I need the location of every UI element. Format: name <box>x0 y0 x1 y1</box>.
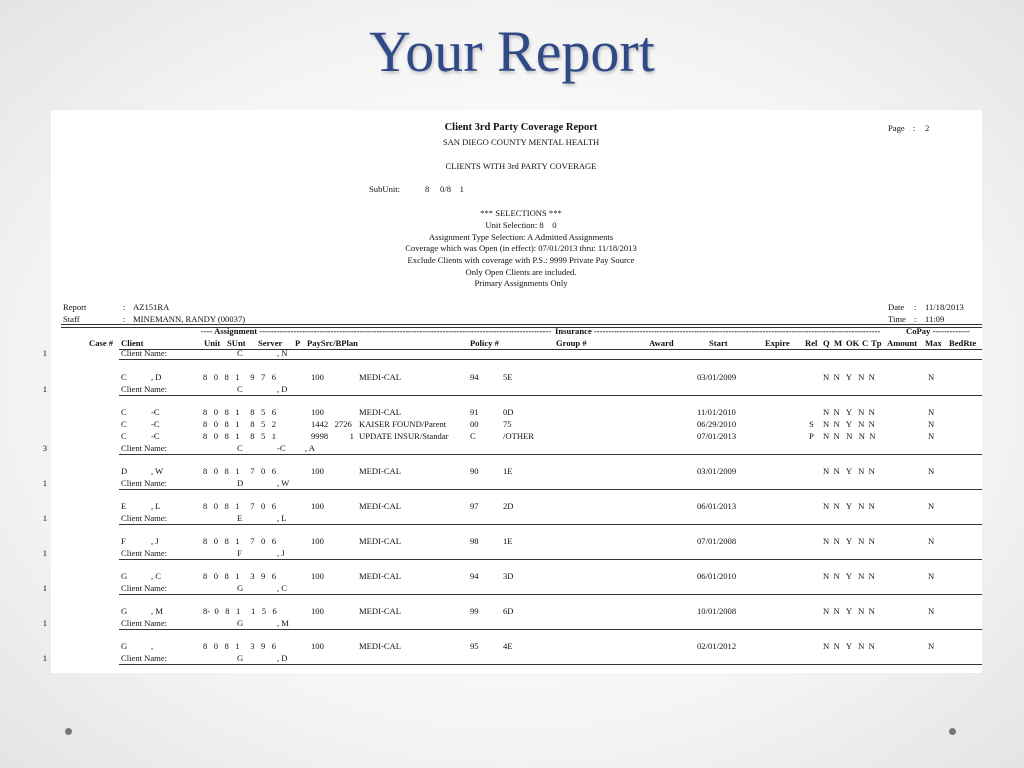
date-value: 11/18/2013 <box>925 302 964 312</box>
row-paysrc-code: 100 <box>311 536 324 546</box>
row-group: 75 <box>503 419 512 429</box>
row-pay-plan: KAISER FOUND/Parent <box>359 419 447 429</box>
client-name-client: C <box>237 443 243 453</box>
client-name-value: , M <box>277 618 289 628</box>
slide-title: Your Report <box>369 19 655 84</box>
row-max: N <box>928 501 935 511</box>
client-name-count: 1 <box>42 548 47 558</box>
row-paysrc-code: 100 <box>311 606 324 616</box>
row-flags: N N Y N N <box>823 536 875 546</box>
report-id-label: Report <box>63 302 87 312</box>
row-client-name: -C <box>151 431 160 441</box>
row-paysrc-code: 100 <box>311 571 324 581</box>
row-flags: N N Y N N <box>823 501 875 511</box>
column-header: Expire <box>765 338 790 348</box>
row-policy: 95 <box>470 641 479 651</box>
row-group: 6D <box>503 606 514 616</box>
record-rule <box>119 489 982 490</box>
row-client: C <box>121 431 127 441</box>
report-body <box>42 110 982 673</box>
row-client-name: , J <box>151 536 159 546</box>
report-page <box>42 110 982 673</box>
row-rel: S <box>809 419 814 429</box>
row-assignment-codes: 8 0 8 1 3 9 6 <box>203 571 277 581</box>
client-name-value: , W <box>277 478 290 488</box>
row-group: /OTHER <box>503 431 535 441</box>
client-name-client: C <box>237 384 243 394</box>
column-header: PaySrc/BPlan <box>307 338 358 348</box>
row-assignment-codes: 8 0 8 1 7 0 6 <box>203 536 277 546</box>
record-rule <box>119 664 982 665</box>
column-header: Case # <box>89 338 114 348</box>
group-insurance: Insurance ---------------------------------------------------------------------------------------------------- <box>555 326 881 336</box>
client-name-value: , C <box>277 583 288 593</box>
report-id-sep: : <box>123 302 126 312</box>
client-name-label: Client Name: <box>121 348 168 358</box>
selection-line: Unit Selection: 8 0 <box>485 220 557 230</box>
row-group: 0D <box>503 407 514 417</box>
row-pay-plan: MEDI-CAL <box>359 466 402 476</box>
client-name-count: 1 <box>42 653 47 663</box>
row-flags: N N Y N N <box>823 606 875 616</box>
slide-bullet-left <box>65 728 72 735</box>
client-name-client: G <box>237 618 244 628</box>
record-rule <box>119 454 982 455</box>
page-sep: : <box>913 123 916 133</box>
subunit-value: 8 0/8 1 <box>425 184 464 194</box>
column-header: Client <box>121 338 144 348</box>
row-client-name: -C <box>151 407 160 417</box>
row-max: N <box>928 606 935 616</box>
client-name-client: G <box>237 583 244 593</box>
column-header: Server <box>258 338 283 348</box>
client-name-value: , L <box>277 513 287 523</box>
row-client-name: , W <box>151 466 164 476</box>
column-header: BedRte <box>949 338 977 348</box>
row-policy: 99 <box>470 606 479 616</box>
client-name-value: , D <box>277 653 288 663</box>
row-start: 06/01/2010 <box>697 571 737 581</box>
row-pay-plan: MEDI-CAL <box>359 641 402 651</box>
row-group: 1E <box>503 536 513 546</box>
staff-label: Staff <box>63 314 80 324</box>
row-flags: N N Y N N <box>823 407 875 417</box>
row-paysrc-code: 100 <box>311 407 324 417</box>
record-rule <box>119 524 982 525</box>
row-policy: 94 <box>470 372 479 382</box>
row-paysrc-code: 100 <box>311 501 324 511</box>
column-header: Start <box>709 338 728 348</box>
row-flags: N N Y N N <box>823 641 875 651</box>
row-start: 11/01/2010 <box>697 407 736 417</box>
row-paysrc-code: 1442 2726 <box>311 419 352 429</box>
row-client-name: , L <box>151 501 161 511</box>
row-start: 07/01/2013 <box>697 431 737 441</box>
client-name-client: G <box>237 653 244 663</box>
client-name-label: Client Name: <box>121 583 168 593</box>
record-rule <box>119 359 982 360</box>
client-name-count: 1 <box>42 583 47 593</box>
column-header: Group # <box>556 338 587 348</box>
selection-line: Assignment Type Selection: A Admitted Assignments <box>428 232 614 242</box>
row-group: 1E <box>503 466 513 476</box>
row-policy: 94 <box>470 571 479 581</box>
selection-line: Coverage which was Open (in effect): 07/01/2013 thru: 11/18/2013 <box>405 243 637 253</box>
row-client: D <box>121 466 128 476</box>
client-name-label: Client Name: <box>121 384 168 394</box>
row-assignment-codes: 8 0 8 1 3 9 6 <box>203 641 277 651</box>
row-start: 06/29/2010 <box>697 419 737 429</box>
client-name-client: D <box>237 478 244 488</box>
row-pay-plan: MEDI-CAL <box>359 372 402 382</box>
row-max: N <box>928 407 935 417</box>
client-name-count: 1 <box>42 384 47 394</box>
client-name-client: C <box>237 348 243 358</box>
row-client: F <box>121 536 126 546</box>
client-name-label: Client Name: <box>121 443 168 453</box>
row-client: C <box>121 419 127 429</box>
row-pay-plan: MEDI-CAL <box>359 536 402 546</box>
staff-value: MINEMANN, RANDY (00037) <box>133 314 246 324</box>
row-client: E <box>121 501 127 511</box>
client-name-value: , N <box>277 348 288 358</box>
time-value: 11:09 <box>925 314 945 324</box>
row-group: 2D <box>503 501 514 511</box>
client-name-value: -C , A <box>277 443 315 453</box>
column-header: Max <box>925 338 942 348</box>
report-title: Client 3rd Party Coverage Report <box>444 122 598 133</box>
client-name-count: 1 <box>42 513 47 523</box>
time-sep: : <box>914 314 917 324</box>
column-header: M <box>834 338 843 348</box>
row-start: 10/01/2008 <box>697 606 737 616</box>
row-policy: 91 <box>470 407 479 417</box>
record-rule <box>119 395 982 396</box>
column-header: Award <box>649 338 674 348</box>
row-rel: P <box>809 431 814 441</box>
row-paysrc-code: 100 <box>311 466 324 476</box>
row-start: 02/01/2012 <box>697 641 737 651</box>
group-assignment: ---- Assignment ------------------------------------------------------------------------------------------------------ <box>201 326 552 336</box>
client-name-label: Client Name: <box>121 513 168 523</box>
row-max: N <box>928 641 935 651</box>
client-name-value: , J <box>277 548 285 558</box>
column-header: Q <box>823 338 830 348</box>
client-name-label: Client Name: <box>121 478 168 488</box>
row-client: G <box>121 571 128 581</box>
client-name-client: E <box>237 513 243 523</box>
row-policy: C <box>470 431 476 441</box>
column-header: Unit <box>204 338 221 348</box>
row-pay-plan: UPDATE INSUR/Standar <box>359 431 449 441</box>
row-group: 3D <box>503 571 514 581</box>
record-rule <box>119 629 982 630</box>
column-header: SUnt <box>227 338 246 348</box>
row-max: N <box>928 431 935 441</box>
client-name-count: 1 <box>42 478 47 488</box>
client-name-count: 3 <box>42 443 47 453</box>
row-assignment-codes: 8 0 8 1 9 7 6 <box>203 372 277 382</box>
row-start: 07/01/2008 <box>697 536 737 546</box>
row-start: 06/01/2013 <box>697 501 737 511</box>
row-policy: 90 <box>470 466 479 476</box>
row-assignment-codes: 8 0 8 1 8 5 6 <box>203 407 277 417</box>
column-header: Tp <box>871 338 882 348</box>
row-client-name: , <box>151 641 154 651</box>
row-flags: N N Y N N <box>823 372 875 382</box>
client-name-label: Client Name: <box>121 653 168 663</box>
column-header: P <box>295 338 301 348</box>
page-label: Page <box>888 123 905 133</box>
selections-header: *** SELECTIONS *** <box>480 208 562 218</box>
row-client-name: -C <box>151 419 160 429</box>
row-flags: N N N N N <box>823 431 876 441</box>
row-max: N <box>928 372 935 382</box>
row-assignment-codes: 8 0 8 1 8 5 2 <box>203 419 277 429</box>
row-pay-plan: MEDI-CAL <box>359 501 402 511</box>
row-start: 03/01/2009 <box>697 466 737 476</box>
time-label: Time <box>888 314 906 324</box>
row-client-name: , C <box>151 571 162 581</box>
selection-line: Exclude Clients with coverage with P.S.: 9999 Private Pay Source <box>407 255 635 265</box>
row-assignment-codes: 8 0 8 1 8 5 1 <box>203 431 277 441</box>
client-name-client: F <box>237 548 242 558</box>
row-max: N <box>928 536 935 546</box>
client-name-count: 1 <box>42 618 47 628</box>
row-max: N <box>928 419 935 429</box>
row-flags: N N Y N N <box>823 571 875 581</box>
row-assignment-codes: 8 0 8 1 7 0 6 <box>203 501 277 511</box>
column-header: Policy # <box>470 338 499 348</box>
row-paysrc-code: 100 <box>311 372 324 382</box>
staff-sep: : <box>123 314 126 324</box>
row-policy: 97 <box>470 501 479 511</box>
row-client: G <box>121 606 128 616</box>
row-paysrc-code: 100 <box>311 641 324 651</box>
row-group: 5E <box>503 372 513 382</box>
row-assignment-codes: 8- 0 8 1 1 5 6 <box>203 606 277 616</box>
slide-bullet-right <box>949 728 956 735</box>
row-pay-plan: MEDI-CAL <box>359 407 402 417</box>
row-max: N <box>928 466 935 476</box>
group-copay: CoPay ------------- <box>906 326 970 336</box>
client-name-label: Client Name: <box>121 618 168 628</box>
row-paysrc-code: 9998 1 <box>311 431 354 441</box>
report-id-value: AZ151RA <box>133 302 170 312</box>
row-assignment-codes: 8 0 8 1 7 0 6 <box>203 466 277 476</box>
row-flags: N N Y N N <box>823 466 875 476</box>
row-client: G <box>121 641 128 651</box>
row-start: 03/01/2009 <box>697 372 737 382</box>
row-group: 4E <box>503 641 513 651</box>
row-client: C <box>121 372 127 382</box>
client-name-label: Client Name: <box>121 548 168 558</box>
report-org: SAN DIEGO COUNTY MENTAL HEALTH <box>442 137 600 147</box>
record-rule <box>119 594 982 595</box>
row-client-name: , M <box>151 606 163 616</box>
row-max: N <box>928 571 935 581</box>
row-pay-plan: MEDI-CAL <box>359 571 402 581</box>
row-flags: N N Y N N <box>823 419 875 429</box>
row-pay-plan: MEDI-CAL <box>359 606 402 616</box>
row-policy: 98 <box>470 536 479 546</box>
client-name-count: 1 <box>42 348 47 358</box>
row-client-name: , D <box>151 372 162 382</box>
column-header: OK <box>846 338 860 348</box>
report-subtitle: CLIENTS WITH 3rd PARTY COVERAGE <box>445 161 597 171</box>
column-header: Rel <box>805 338 818 348</box>
date-sep: : <box>914 302 917 312</box>
selection-line: Only Open Clients are included. <box>465 267 577 277</box>
selection-line: Primary Assignments Only <box>474 278 568 288</box>
date-label: Date <box>888 302 905 312</box>
column-header: C <box>862 338 869 348</box>
subunit-label: SubUnit: <box>369 184 401 194</box>
row-policy: 00 <box>470 419 479 429</box>
page-number: 2 <box>925 123 930 133</box>
column-header: Amount <box>887 338 918 348</box>
row-client: C <box>121 407 127 417</box>
client-name-value: , D <box>277 384 288 394</box>
record-rule <box>119 559 982 560</box>
